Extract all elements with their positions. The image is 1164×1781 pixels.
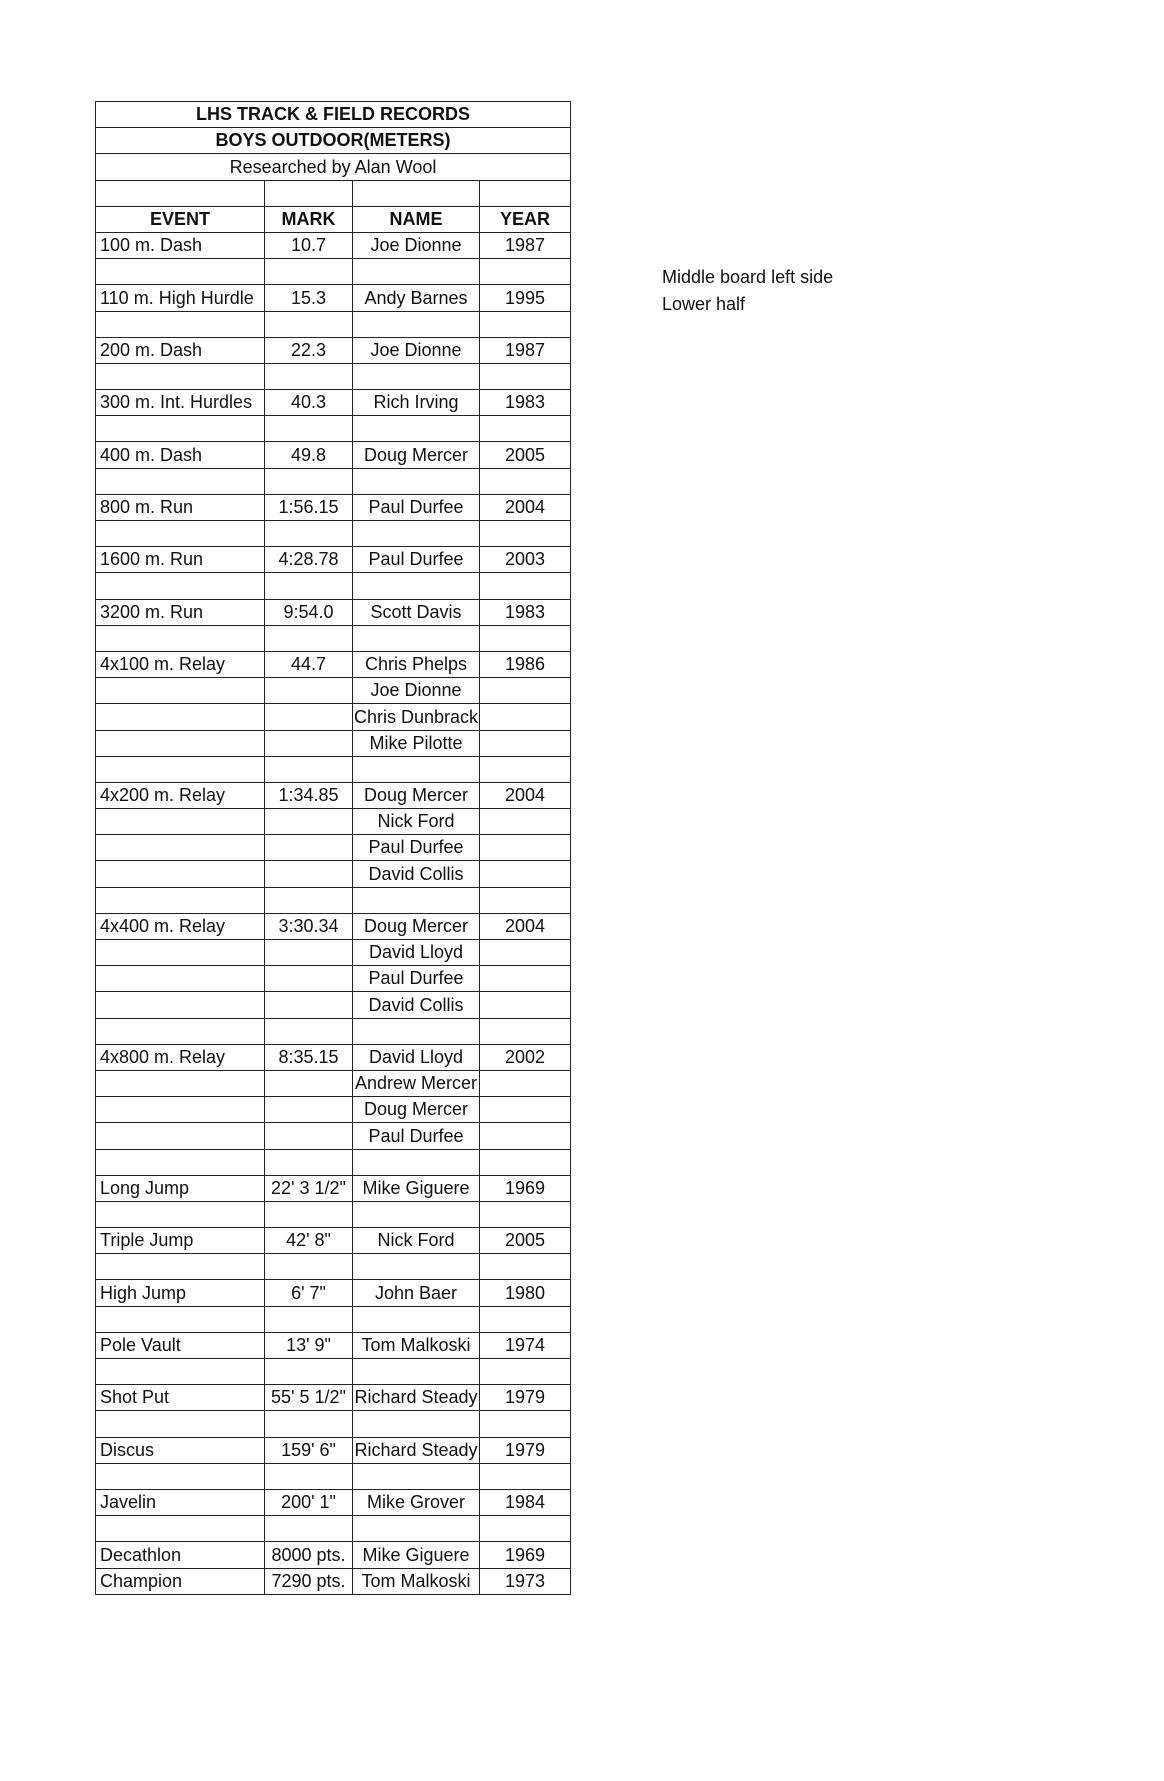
mark-cell <box>265 1097 353 1123</box>
credit-row <box>96 154 571 180</box>
table-row <box>96 1437 571 1463</box>
year-cell <box>480 259 571 285</box>
mark-cell <box>265 311 353 337</box>
table-row <box>96 521 571 547</box>
table-row <box>96 1254 571 1280</box>
year-cell: 2004 <box>480 913 571 939</box>
blank-row <box>96 180 571 206</box>
table-row <box>96 1280 571 1306</box>
mark-cell <box>265 1018 353 1044</box>
name-cell <box>353 625 480 651</box>
mark-cell <box>265 1123 353 1149</box>
mark-cell <box>265 756 353 782</box>
mark-cell: 44.7 <box>265 651 353 677</box>
name-cell: Rich Irving <box>353 390 480 416</box>
table-row <box>96 992 571 1018</box>
table-row <box>96 1044 571 1070</box>
table-row <box>96 913 571 939</box>
name-cell: Nick Ford <box>353 1228 480 1254</box>
table-row <box>96 1306 571 1332</box>
table-row <box>96 861 571 887</box>
name-cell <box>353 573 480 599</box>
name-cell <box>353 1254 480 1280</box>
event-cell <box>96 756 265 782</box>
event-cell: 4x800 m. Relay <box>96 1044 265 1070</box>
year-cell: 1984 <box>480 1489 571 1515</box>
event-cell: Javelin <box>96 1489 265 1515</box>
table-row <box>96 887 571 913</box>
mark-cell <box>265 861 353 887</box>
name-cell <box>353 1018 480 1044</box>
table-row <box>96 1463 571 1489</box>
table-row <box>96 1201 571 1227</box>
name-cell: Nick Ford <box>353 809 480 835</box>
year-cell: 2005 <box>480 1228 571 1254</box>
name-cell <box>353 259 480 285</box>
header-event: EVENT <box>96 206 265 232</box>
name-cell <box>353 468 480 494</box>
table-row <box>96 1332 571 1358</box>
mark-cell: 3:30.34 <box>265 913 353 939</box>
year-cell <box>480 1516 571 1542</box>
year-cell <box>480 1306 571 1332</box>
table-row <box>96 390 571 416</box>
year-cell: 1986 <box>480 651 571 677</box>
event-cell <box>96 730 265 756</box>
mark-cell <box>265 259 353 285</box>
table-row <box>96 232 571 258</box>
year-cell <box>480 678 571 704</box>
table-row <box>96 1411 571 1437</box>
year-cell <box>480 573 571 599</box>
table-row <box>96 363 571 389</box>
table-row <box>96 1149 571 1175</box>
event-cell <box>96 1201 265 1227</box>
name-cell: Scott Davis <box>353 599 480 625</box>
year-cell <box>480 363 571 389</box>
name-cell: Paul Durfee <box>353 547 480 573</box>
name-cell <box>353 416 480 442</box>
table-row <box>96 809 571 835</box>
year-cell <box>480 809 571 835</box>
mark-cell: 10.7 <box>265 232 353 258</box>
name-cell: Joe Dionne <box>353 678 480 704</box>
event-cell <box>96 704 265 730</box>
year-cell: 1980 <box>480 1280 571 1306</box>
mark-cell: 13' 9" <box>265 1332 353 1358</box>
year-cell: 1983 <box>480 599 571 625</box>
event-cell <box>96 1516 265 1542</box>
event-cell: Discus <box>96 1437 265 1463</box>
mark-cell <box>265 1359 353 1385</box>
mark-cell <box>265 940 353 966</box>
table-row <box>96 651 571 677</box>
mark-cell <box>265 704 353 730</box>
year-cell: 1987 <box>480 232 571 258</box>
name-cell: Doug Mercer <box>353 1097 480 1123</box>
name-cell <box>353 887 480 913</box>
event-cell <box>96 992 265 1018</box>
year-cell: 2004 <box>480 782 571 808</box>
table-row <box>96 704 571 730</box>
table-row <box>96 1070 571 1096</box>
header-name: NAME <box>353 206 480 232</box>
event-cell <box>96 1070 265 1096</box>
mark-cell <box>265 835 353 861</box>
name-cell: Mike Grover <box>353 1489 480 1515</box>
table-row <box>96 416 571 442</box>
event-cell <box>96 678 265 704</box>
event-cell <box>96 1359 265 1385</box>
name-cell <box>353 1201 480 1227</box>
event-cell <box>96 1149 265 1175</box>
name-cell: Joe Dionne <box>353 337 480 363</box>
subtitle-row <box>96 128 571 154</box>
event-cell <box>96 1123 265 1149</box>
event-cell <box>96 573 265 599</box>
table-row <box>96 835 571 861</box>
table-row <box>96 1542 571 1568</box>
mark-cell: 7290 pts. <box>265 1568 353 1594</box>
event-cell: 110 m. High Hurdle <box>96 285 265 311</box>
name-cell <box>353 1306 480 1332</box>
name-cell <box>353 1516 480 1542</box>
year-cell <box>480 521 571 547</box>
mark-cell <box>265 1516 353 1542</box>
table-row <box>96 599 571 625</box>
mark-cell: 6' 7" <box>265 1280 353 1306</box>
event-cell <box>96 1411 265 1437</box>
year-cell: 2002 <box>480 1044 571 1070</box>
name-cell <box>353 311 480 337</box>
name-cell: Richard Steady <box>353 1385 480 1411</box>
table-row <box>96 1489 571 1515</box>
mark-cell <box>265 1411 353 1437</box>
year-cell <box>480 1254 571 1280</box>
mark-cell: 200' 1" <box>265 1489 353 1515</box>
event-cell: 800 m. Run <box>96 494 265 520</box>
mark-cell: 9:54.0 <box>265 599 353 625</box>
year-cell <box>480 966 571 992</box>
event-cell: Triple Jump <box>96 1228 265 1254</box>
name-cell: Mike Giguere <box>353 1175 480 1201</box>
name-cell: David Collis <box>353 992 480 1018</box>
name-cell: Tom Malkoski <box>353 1568 480 1594</box>
mark-cell: 159' 6" <box>265 1437 353 1463</box>
mark-cell: 55' 5 1/2" <box>265 1385 353 1411</box>
event-cell: 3200 m. Run <box>96 599 265 625</box>
year-cell: 1969 <box>480 1542 571 1568</box>
table-row <box>96 625 571 651</box>
mark-cell <box>265 363 353 389</box>
table-row <box>96 468 571 494</box>
event-cell <box>96 363 265 389</box>
year-cell: 2005 <box>480 442 571 468</box>
table-row <box>96 1516 571 1542</box>
table-row <box>96 337 571 363</box>
table-row <box>96 1385 571 1411</box>
event-cell <box>96 416 265 442</box>
table-row <box>96 547 571 573</box>
table-row <box>96 1097 571 1123</box>
sheet-credit: Researched by Alan Wool <box>96 154 571 180</box>
name-cell: Paul Durfee <box>353 494 480 520</box>
event-cell <box>96 809 265 835</box>
event-cell: Pole Vault <box>96 1332 265 1358</box>
mark-cell <box>265 678 353 704</box>
name-cell: Chris Dunbrack <box>353 704 480 730</box>
year-cell: 1983 <box>480 390 571 416</box>
table-row <box>96 1123 571 1149</box>
year-cell: 2003 <box>480 547 571 573</box>
event-cell <box>96 1097 265 1123</box>
mark-cell: 15.3 <box>265 285 353 311</box>
year-cell: 1979 <box>480 1437 571 1463</box>
year-cell: 1969 <box>480 1175 571 1201</box>
event-cell <box>96 887 265 913</box>
year-cell <box>480 1123 571 1149</box>
mark-cell <box>265 573 353 599</box>
year-cell <box>480 1359 571 1385</box>
year-cell <box>480 730 571 756</box>
event-cell <box>96 1018 265 1044</box>
mark-cell <box>265 992 353 1018</box>
records-table <box>95 101 571 1595</box>
table-row <box>96 756 571 782</box>
year-cell <box>480 625 571 651</box>
year-cell <box>480 835 571 861</box>
mark-cell <box>265 1306 353 1332</box>
event-cell <box>96 259 265 285</box>
mark-cell: 8:35.15 <box>265 1044 353 1070</box>
event-cell: Shot Put <box>96 1385 265 1411</box>
name-cell: Tom Malkoski <box>353 1332 480 1358</box>
event-cell: 400 m. Dash <box>96 442 265 468</box>
mark-cell <box>265 730 353 756</box>
year-cell <box>480 311 571 337</box>
event-cell: Champion <box>96 1568 265 1594</box>
name-cell <box>353 1411 480 1437</box>
table-row <box>96 285 571 311</box>
year-cell <box>480 940 571 966</box>
year-cell: 2004 <box>480 494 571 520</box>
year-cell <box>480 1201 571 1227</box>
event-cell <box>96 940 265 966</box>
table-row <box>96 940 571 966</box>
event-cell <box>96 966 265 992</box>
event-cell <box>96 861 265 887</box>
name-cell: Doug Mercer <box>353 442 480 468</box>
event-cell: 200 m. Dash <box>96 337 265 363</box>
note-line-1: Middle board left side <box>662 267 834 287</box>
event-cell <box>96 468 265 494</box>
year-cell <box>480 1149 571 1175</box>
mark-cell <box>265 809 353 835</box>
event-cell <box>96 1254 265 1280</box>
name-cell: Chris Phelps <box>353 651 480 677</box>
name-cell: David Collis <box>353 861 480 887</box>
year-cell <box>480 861 571 887</box>
name-cell: Joe Dionne <box>353 232 480 258</box>
table-row <box>96 1359 571 1385</box>
year-cell <box>480 1411 571 1437</box>
mark-cell <box>265 1201 353 1227</box>
mark-cell: 8000 pts. <box>265 1542 353 1568</box>
year-cell: 1995 <box>480 285 571 311</box>
event-cell <box>96 1463 265 1489</box>
year-cell <box>480 416 571 442</box>
name-cell: David Lloyd <box>353 1044 480 1070</box>
year-cell <box>480 1018 571 1044</box>
mark-cell <box>265 416 353 442</box>
name-cell: John Baer <box>353 1280 480 1306</box>
name-cell: Mike Giguere <box>353 1542 480 1568</box>
name-cell: David Lloyd <box>353 940 480 966</box>
event-cell <box>96 311 265 337</box>
event-cell: 4x200 m. Relay <box>96 782 265 808</box>
event-cell <box>96 625 265 651</box>
header-row <box>96 206 571 232</box>
table-row <box>96 730 571 756</box>
year-cell <box>480 1097 571 1123</box>
header-mark: MARK <box>265 206 353 232</box>
mark-cell: 1:34.85 <box>265 782 353 808</box>
mark-cell: 1:56.15 <box>265 494 353 520</box>
name-cell: Mike Pilotte <box>353 730 480 756</box>
year-cell: 1987 <box>480 337 571 363</box>
table-row <box>96 678 571 704</box>
table-row <box>96 573 571 599</box>
event-cell: 1600 m. Run <box>96 547 265 573</box>
name-cell: Andy Barnes <box>353 285 480 311</box>
sheet-subtitle: BOYS OUTDOOR(METERS) <box>96 128 571 154</box>
year-cell <box>480 1070 571 1096</box>
table-row <box>96 1228 571 1254</box>
year-cell: 1973 <box>480 1568 571 1594</box>
mark-cell <box>265 521 353 547</box>
year-cell <box>480 756 571 782</box>
mark-cell: 4:28.78 <box>265 547 353 573</box>
name-cell: Paul Durfee <box>353 1123 480 1149</box>
event-cell: Decathlon <box>96 1542 265 1568</box>
table-row <box>96 442 571 468</box>
name-cell: Doug Mercer <box>353 913 480 939</box>
table-row <box>96 782 571 808</box>
event-cell: Long Jump <box>96 1175 265 1201</box>
table-row <box>96 1018 571 1044</box>
name-cell <box>353 1463 480 1489</box>
mark-cell: 40.3 <box>265 390 353 416</box>
name-cell: Andrew Mercer <box>353 1070 480 1096</box>
year-cell <box>480 992 571 1018</box>
mark-cell <box>265 625 353 651</box>
name-cell <box>353 756 480 782</box>
event-cell: 4x100 m. Relay <box>96 651 265 677</box>
mark-cell: 49.8 <box>265 442 353 468</box>
mark-cell: 22' 3 1/2" <box>265 1175 353 1201</box>
mark-cell <box>265 468 353 494</box>
mark-cell <box>265 1463 353 1489</box>
year-cell: 1979 <box>480 1385 571 1411</box>
mark-cell <box>265 1070 353 1096</box>
year-cell: 1974 <box>480 1332 571 1358</box>
name-cell: Doug Mercer <box>353 782 480 808</box>
mark-cell: 42' 8" <box>265 1228 353 1254</box>
mark-cell: 22.3 <box>265 337 353 363</box>
name-cell <box>353 1149 480 1175</box>
table-row <box>96 259 571 285</box>
event-cell <box>96 1306 265 1332</box>
header-year: YEAR <box>480 206 571 232</box>
name-cell: Paul Durfee <box>353 966 480 992</box>
name-cell <box>353 363 480 389</box>
event-cell: 300 m. Int. Hurdles <box>96 390 265 416</box>
year-cell <box>480 887 571 913</box>
sheet-title: LHS TRACK & FIELD RECORDS <box>96 102 571 128</box>
table-row <box>96 1175 571 1201</box>
mark-cell <box>265 966 353 992</box>
table-row <box>96 966 571 992</box>
name-cell: Richard Steady <box>353 1437 480 1463</box>
name-cell: Paul Durfee <box>353 835 480 861</box>
name-cell <box>353 1359 480 1385</box>
event-cell: High Jump <box>96 1280 265 1306</box>
year-cell <box>480 468 571 494</box>
event-cell <box>96 521 265 547</box>
event-cell: 100 m. Dash <box>96 232 265 258</box>
note-line-2: Lower half <box>662 294 746 314</box>
name-cell <box>353 521 480 547</box>
year-cell <box>480 704 571 730</box>
table-row <box>96 311 571 337</box>
mark-cell <box>265 1254 353 1280</box>
mark-cell <box>265 1149 353 1175</box>
event-cell: 4x400 m. Relay <box>96 913 265 939</box>
title-row <box>96 102 571 128</box>
event-cell <box>96 835 265 861</box>
table-row <box>96 1568 571 1594</box>
table-row <box>96 494 571 520</box>
year-cell <box>480 1463 571 1489</box>
mark-cell <box>265 887 353 913</box>
